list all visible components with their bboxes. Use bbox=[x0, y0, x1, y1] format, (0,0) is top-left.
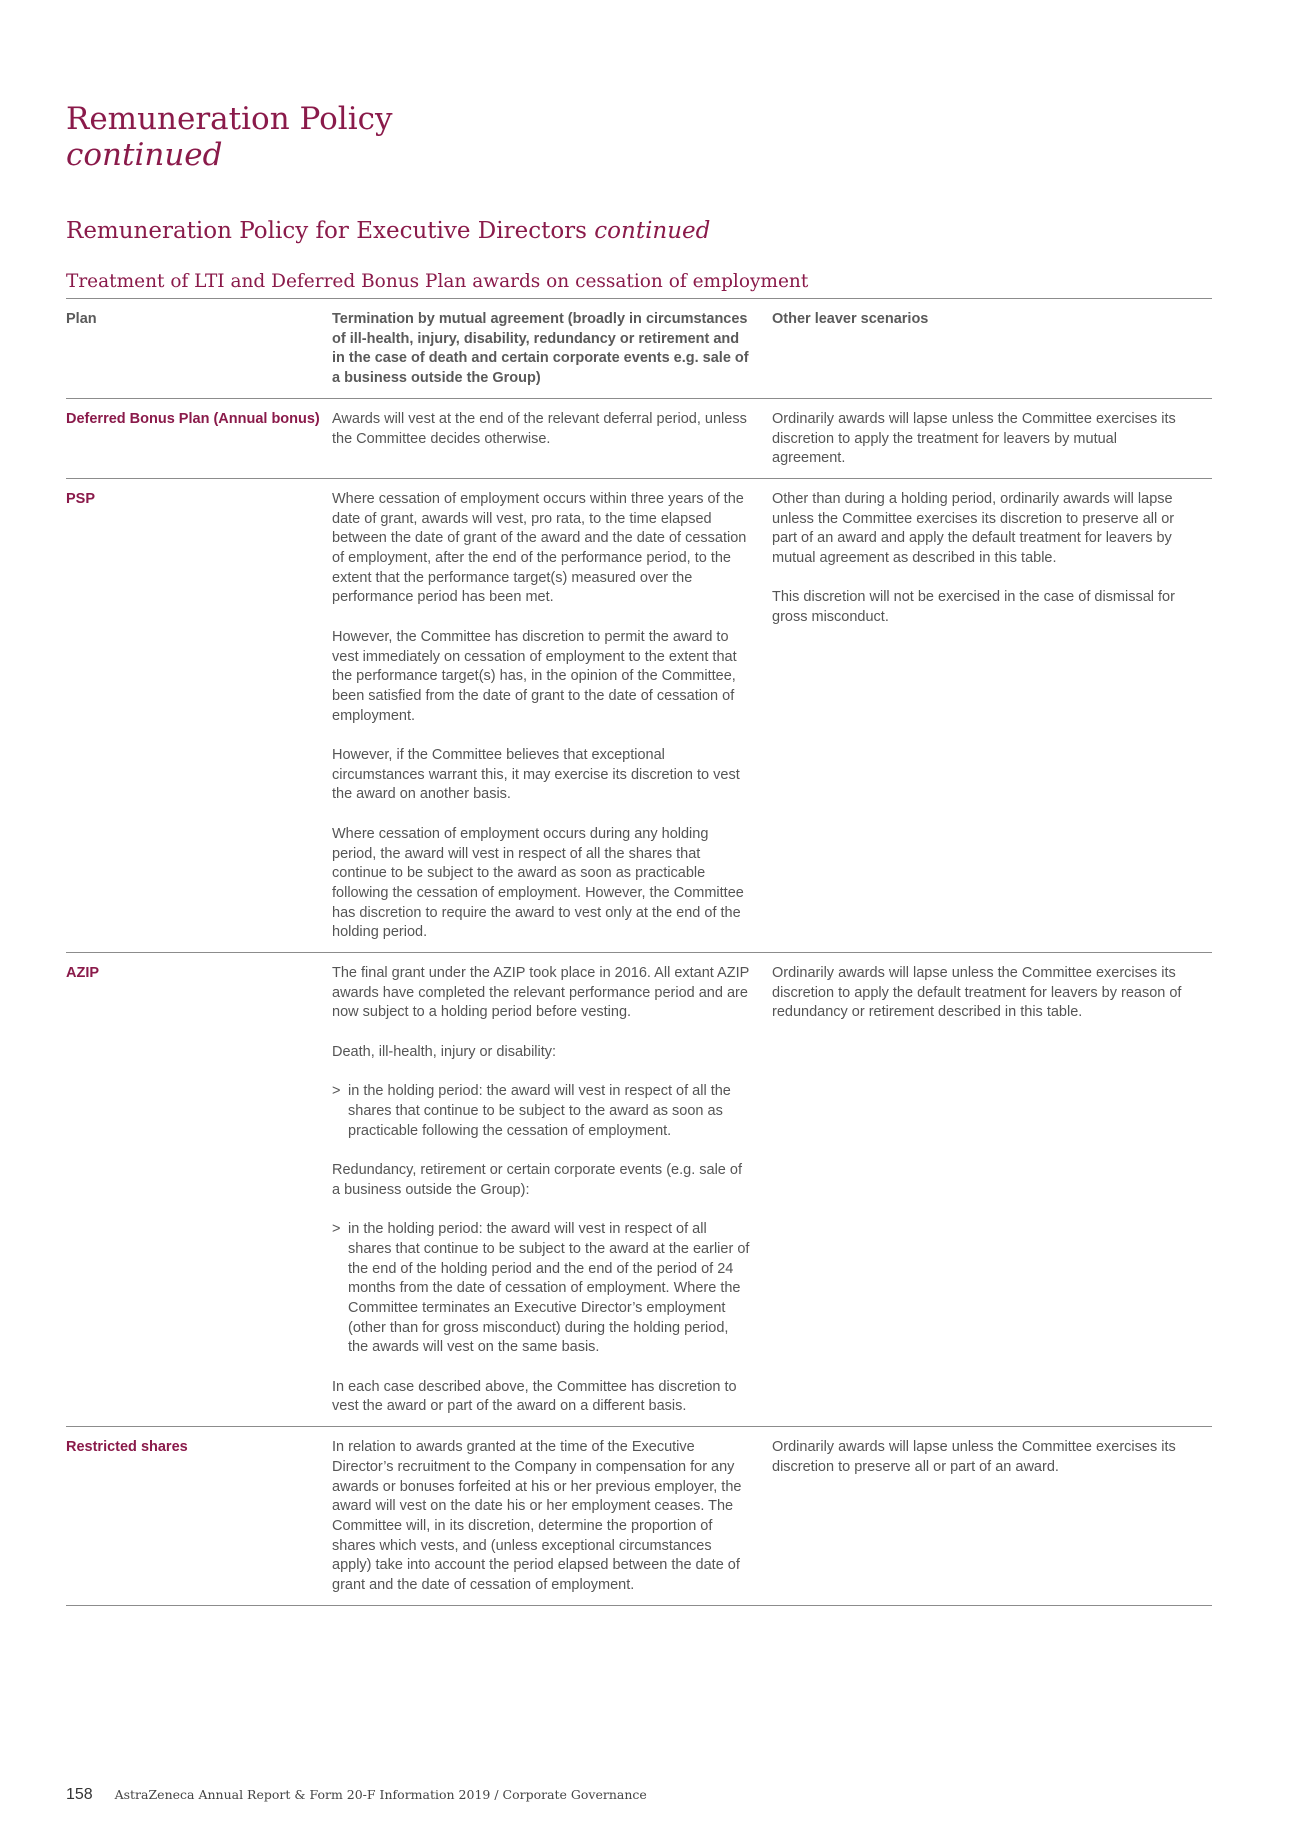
page-title bbox=[66, 101, 392, 173]
bullet-text: in the holding period: the award will vest in respect of all shares that continue to be subject to the award at the earlier of the end of the holding period and the end of the period of 24 months from the date of cessation of employment. Where the Committee terminates an Executive Director’s employment (other than for gross misconduct) during the holding period, the awards will vest on the same basis. bbox=[348, 1221, 750, 1356]
page-title-continued: continued bbox=[66, 136, 223, 173]
bullet-marker: > bbox=[332, 1083, 341, 1100]
plan-name: Restricted shares bbox=[66, 1439, 188, 1456]
mutual-agreement-cell bbox=[332, 410, 752, 469]
column-header-mutual-agreement: Termination by mutual agreement (broadly in circumstances of ill-health, injury, disability, redundancy or retirement and in the case of death and certain corporate events e.g. sale of a business outside the Group) bbox=[332, 311, 749, 387]
paragraph: Awards will vest at the end of the relevant deferral period, unless the Committee decides otherwise. bbox=[332, 410, 747, 447]
paragraph: Death, ill-health, injury or disability: bbox=[332, 1043, 557, 1060]
paragraph: Where cessation of employment occurs during any holding period, the award will vest in respect of all the shares that continue to be subject to the award as soon as practicable following the cessation of employment. However, the Committee has discretion to require the award to vest only at the end of the holding period. bbox=[332, 825, 744, 941]
table-row-deferred-bonus-plan bbox=[66, 399, 1212, 479]
paragraph: Ordinarily awards will lapse unless the Committee exercises its discretion to apply the treatment for leavers by mutual agreement. bbox=[772, 410, 1176, 467]
table-title: Treatment of LTI and Deferred Bonus Plan awards on cessation of employment bbox=[66, 271, 809, 292]
paragraph: Other than during a holding period, ordinarily awards will lapse unless the Committee exercises its discretion to preserve all or part of an award and apply the default treatment for leavers by mutual agreement as described in this table. bbox=[772, 490, 1175, 567]
bullet-marker: > bbox=[332, 1221, 341, 1238]
plan-name: PSP bbox=[66, 490, 96, 507]
bullet-item bbox=[332, 1220, 752, 1358]
plan-name: AZIP bbox=[66, 965, 100, 982]
paragraph: Ordinarily awards will lapse unless the Committee exercises its discretion to apply the default treatment for leavers by reason of redundancy or retirement described in this table. bbox=[772, 965, 1182, 1021]
column-header-plan: Plan bbox=[66, 311, 97, 327]
table-row-psp bbox=[66, 479, 1212, 953]
table-row-restricted-shares bbox=[66, 1427, 1212, 1606]
bullet-text: in the holding period: the award will vest in respect of all the shares that continue to be subject to the award as soon as practicable following the cessation of employment. bbox=[348, 1083, 731, 1139]
column-header-other-leavers: Other leaver scenarios bbox=[772, 311, 929, 327]
paragraph: However, if the Committee believes that exceptional circumstances warrant this, it may exercise its discretion to vest the award on another basis. bbox=[332, 747, 740, 803]
table-header-row bbox=[66, 299, 1212, 399]
page-footer bbox=[66, 1786, 647, 1804]
paragraph: Where cessation of employment occurs within three years of the date of grant, awards will vest, pro rata, to the time elapsed between the date of grant of the award and the date of cessation of employment, after the end of the performance period, to the extent that the performance target(s) measured over the performance period has been met. bbox=[332, 490, 747, 606]
other-leavers-cell bbox=[772, 490, 1192, 943]
paragraph: Redundancy, retirement or certain corporate events (e.g. sale of a business outside the Group): bbox=[332, 1162, 742, 1198]
section-title bbox=[66, 218, 710, 244]
paragraph: This discretion will not be exercised in the case of dismissal for gross misconduct. bbox=[772, 589, 1175, 626]
mutual-agreement-cell bbox=[332, 1438, 752, 1596]
other-leavers-cell bbox=[772, 410, 1192, 469]
mutual-agreement-cell bbox=[332, 964, 752, 1417]
paragraph: In each case described above, the Committee has discretion to vest the award or part of the award on a different basis. bbox=[332, 1378, 737, 1415]
leaver-treatment-table bbox=[66, 298, 1212, 1606]
paragraph: In relation to awards granted at the time of the Executive Director’s recruitment to the Company in compensation for any awards or bonuses forfeited at his or her previous employer, the award will vest on the date his or her employment ceases. The Committee will, in its discretion, determine the proportion of shares which vests, and (unless exceptional circumstances apply) take into account the period elapsed between the date of grant and the date of cessation of employment. bbox=[332, 1439, 742, 1594]
other-leavers-cell bbox=[772, 964, 1192, 1417]
footer-source: AstraZeneca Annual Report & Form 20-F Information 2019 / Corporate Governance bbox=[114, 1787, 647, 1802]
table-row-azip bbox=[66, 953, 1212, 1427]
paragraph: However, the Committee has discretion to permit the award to vest immediately on cessation of employment to the extent that the performance target(s) has, in the opinion of the Committee, been satisfied from the date of grant to the date of cessation of employment. bbox=[332, 628, 737, 724]
page-title-main: Remuneration Policy bbox=[66, 100, 393, 137]
paragraph: Ordinarily awards will lapse unless the Committee exercises its discretion to preserve all or part of an award. bbox=[772, 1439, 1176, 1475]
plan-name: Deferred Bonus Plan (Annual bonus) bbox=[66, 410, 320, 427]
section-title-text: Remuneration Policy for Executive Directors bbox=[66, 218, 587, 244]
mutual-agreement-cell bbox=[332, 490, 752, 943]
bullet-item bbox=[332, 1082, 752, 1141]
page-number: 158 bbox=[66, 1786, 93, 1803]
other-leavers-cell bbox=[772, 1438, 1192, 1596]
paragraph: The final grant under the AZIP took place in 2016. All extant AZIP awards have completed the relevant performance period and are now subject to a holding period before vesting. bbox=[332, 965, 750, 1021]
section-title-continued: continued bbox=[594, 218, 711, 244]
